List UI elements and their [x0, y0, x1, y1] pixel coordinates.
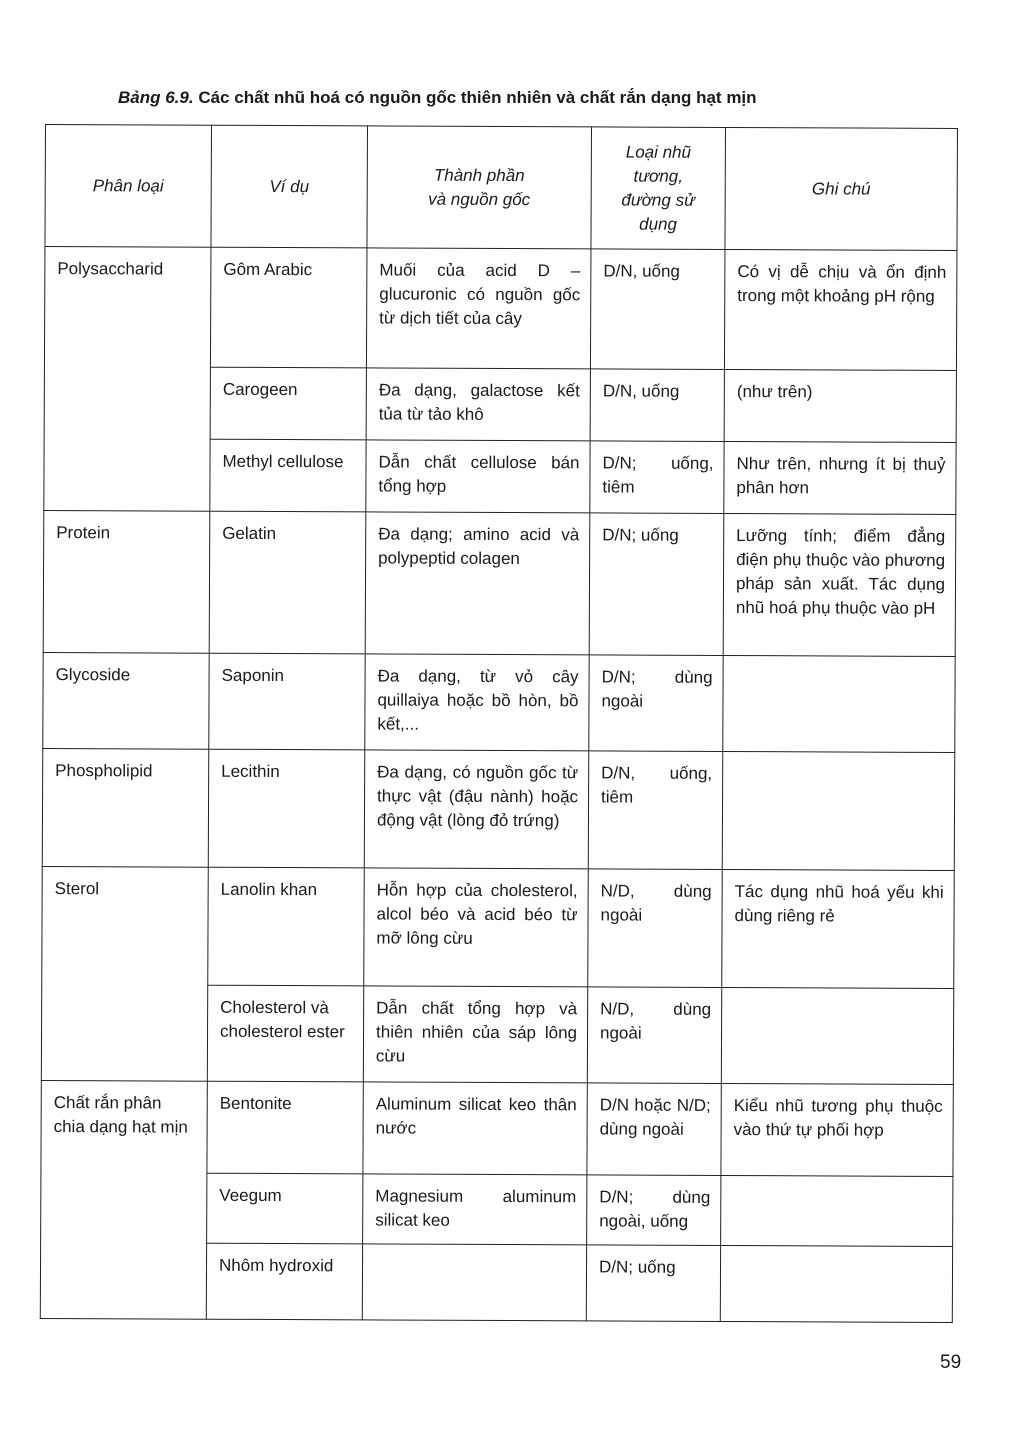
example-cell: Saponin: [209, 653, 365, 750]
header-type: Loại nhũ tương, đường sử dụng: [591, 127, 726, 250]
composition-cell: [362, 1244, 586, 1321]
emulsion-type-cell: D/N; uống: [589, 513, 724, 656]
note-cell: (như trên): [724, 369, 956, 442]
note-cell: Kiểu nhũ tương phụ thuộc vào thứ tự phối hợp: [721, 1083, 953, 1176]
emulsion-type-cell: D/N hoặc N/D; dùng ngoài: [587, 1083, 721, 1176]
composition-cell: Đa dạng, galactose kết tủa từ tảo khô: [366, 368, 590, 441]
table-row: [42, 866, 955, 988]
example-cell: Cholesterol và cholesterol ester: [207, 985, 363, 1082]
example-cell: Lanolin khan: [208, 867, 365, 986]
emulsion-type-cell: D/N; dùng ngoài, uống: [587, 1175, 721, 1246]
composition-cell: Đa dạng, có nguồn gốc từ thực vật (đậu nành) hoặc động vật (lòng đỏ trứng): [364, 750, 589, 869]
note-cell: [722, 751, 955, 870]
table-row: [43, 510, 956, 656]
table-row: [42, 748, 955, 870]
table-body: [40, 247, 957, 1323]
header-example: Ví dụ: [211, 125, 368, 248]
table-header-row: [45, 125, 958, 251]
composition-cell: Hỗn hợp của cholesterol, alcol béo và acid béo từ mỡ lông cừu: [364, 868, 589, 987]
emulsion-type-cell: D/N, uống: [590, 369, 724, 442]
composition-cell: Aluminum silicat keo thân nước: [363, 1082, 587, 1175]
composition-cell: Magnesium aluminum silicat keo: [363, 1174, 587, 1245]
example-cell: Veegum: [207, 1173, 363, 1244]
emulsion-type-cell: N/D, dùng ngoài: [588, 869, 723, 988]
note-cell: Như trên, nhưng ít bị thuỷ phân hơn: [724, 441, 956, 514]
emulsion-type-cell: D/N, uống, tiêm: [588, 751, 723, 870]
category-cell: Phospholipid: [42, 748, 209, 867]
example-cell: Gelatin: [209, 511, 366, 654]
example-cell: Gôm Arabic: [210, 247, 367, 368]
example-cell: Methyl cellulose: [210, 439, 366, 512]
note-cell: [723, 655, 955, 752]
example-cell: Carogeen: [210, 367, 366, 440]
example-cell: Lecithin: [208, 749, 365, 868]
table-caption: [118, 88, 918, 108]
table-row: [43, 652, 955, 752]
page-number: 59: [940, 1352, 962, 1373]
emulsion-type-cell: D/N; uống, tiêm: [590, 441, 724, 514]
composition-cell: Dẫn chất cellulose bán tổng hợp: [366, 440, 590, 513]
note-cell: [721, 1175, 953, 1246]
composition-cell: Dẫn chất tổng hợp và thiên nhiên của sáp lông cừu: [363, 986, 587, 1083]
note-cell: Tác dụng nhũ hoá yếu khi dùng riêng rẻ: [722, 869, 955, 988]
table-caption-label: Bảng 6.9.: [118, 88, 194, 107]
table-row: [41, 1080, 953, 1176]
header-composition: Thành phần và nguồn gốc: [367, 126, 592, 249]
emulsion-type-cell: D/N; uống: [586, 1245, 720, 1322]
category-cell: Sterol: [41, 866, 208, 1081]
composition-cell: Đa dạng; amino acid và polypeptid colagen: [365, 512, 590, 655]
category-cell: Glycoside: [43, 652, 209, 749]
example-cell: Bentonite: [207, 1081, 363, 1174]
table-caption-text: Các chất nhũ hoá có nguồn gốc thiên nhiên và chất rắn dạng hạt mịn: [198, 88, 757, 107]
example-cell: Nhôm hydroxid: [206, 1243, 362, 1320]
emulsion-type-cell: D/N; dùng ngoài: [589, 655, 723, 752]
category-cell: Chất rắn phân chia dạng hạt mịn: [40, 1080, 207, 1319]
table-row: [44, 247, 957, 371]
note-cell: [720, 1245, 952, 1322]
category-cell: Protein: [43, 510, 210, 653]
emulsion-type-cell: D/N, uống: [590, 249, 725, 370]
composition-cell: Đa dạng, từ vỏ cây quillaiya hoặc bồ hòn, bồ kết,...: [365, 654, 589, 751]
category-cell: Polysaccharid: [44, 247, 211, 512]
composition-cell: Muối của acid D – glucuronic có nguồn gốc từ dịch tiết của cây: [366, 248, 591, 369]
emulsion-type-cell: N/D, dùng ngoài: [587, 987, 721, 1084]
header-note: Ghi chú: [725, 127, 958, 250]
emulsifier-table: [40, 124, 958, 1323]
note-cell: [721, 987, 953, 1084]
header-category: Phân loại: [45, 125, 212, 248]
note-cell: Có vị dễ chịu và ổn định trong một khoảng pH rộng: [724, 249, 957, 370]
note-cell: Lưỡng tính; điểm đẳng điện phụ thuộc vào phương pháp sản xuất. Tác dụng nhũ hoá phụ thuộc vào pH: [723, 513, 956, 656]
